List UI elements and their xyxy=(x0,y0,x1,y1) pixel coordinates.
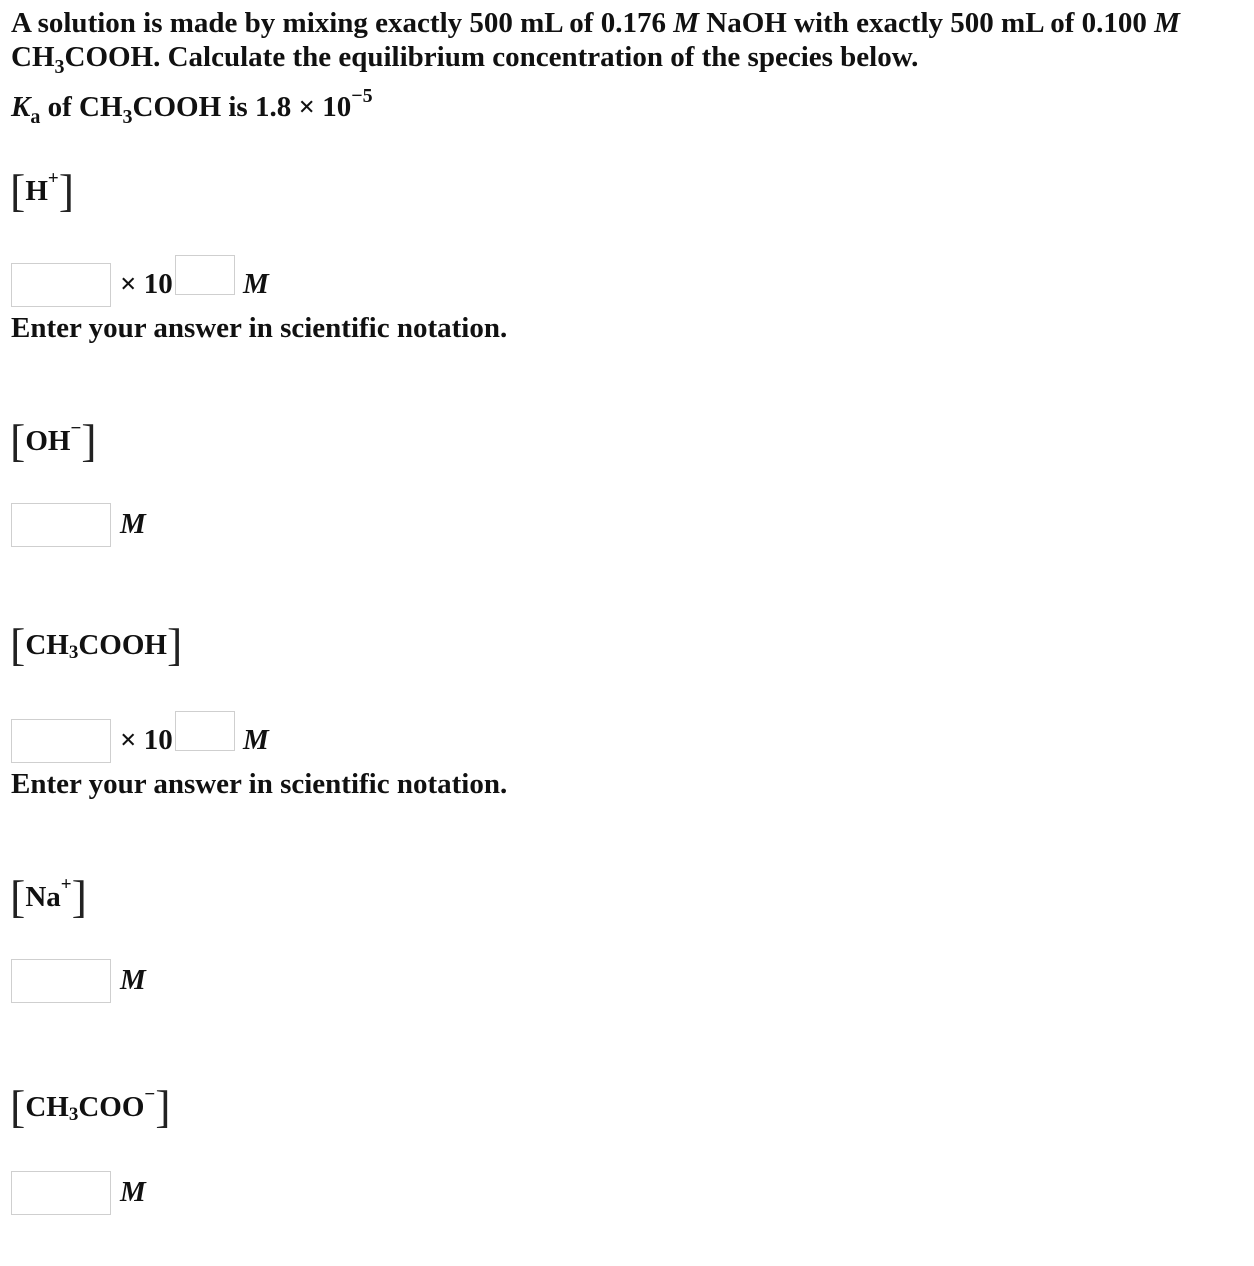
ka-statement xyxy=(11,85,373,128)
superscript: − xyxy=(144,1084,156,1105)
ch3cooh-coefficient-input[interactable] xyxy=(11,719,111,763)
left-bracket: [ xyxy=(10,619,26,670)
species-label-oh-minus xyxy=(10,415,97,466)
unit-label: M xyxy=(120,508,146,540)
subscript: 3 xyxy=(68,1104,79,1125)
species-text: CH xyxy=(25,628,69,661)
ch3coo-minus-input[interactable] xyxy=(11,1171,111,1215)
molarity-symbol: M xyxy=(673,7,699,39)
unit-label: M xyxy=(120,964,146,996)
question-line-1 xyxy=(11,6,1180,40)
unit-label: M xyxy=(243,724,269,756)
species-label-ch3coo-minus xyxy=(10,1081,171,1132)
species-text: Na xyxy=(25,880,61,913)
subscript: 3 xyxy=(122,106,133,128)
h-plus-exponent-input[interactable] xyxy=(175,255,235,295)
left-bracket: [ xyxy=(10,415,26,466)
question-text: COOH is 1.8 × 10 xyxy=(132,91,352,123)
species-text: COOH xyxy=(78,628,167,661)
oh-minus-input[interactable] xyxy=(11,503,111,547)
right-bracket: ] xyxy=(81,415,97,466)
scientific-notation-hint: Enter your answer in scientific notation. xyxy=(11,312,508,344)
superscript: + xyxy=(60,874,72,895)
times-ten-label: × 10 xyxy=(120,724,173,756)
unit-label: M xyxy=(120,1176,146,1208)
left-bracket: [ xyxy=(10,1081,26,1132)
subscript: 3 xyxy=(54,56,65,78)
molarity-symbol: M xyxy=(1154,7,1180,39)
unit-label: M xyxy=(243,268,269,300)
question-text: CH xyxy=(11,41,55,73)
superscript: + xyxy=(47,168,59,189)
question-text: COOH. Calculate the equilibrium concentration of the species below. xyxy=(64,41,919,73)
na-plus-input[interactable] xyxy=(11,959,111,1003)
question-text: of CH xyxy=(40,91,123,123)
question-text: NaOH with exactly 500 mL of 0.100 xyxy=(699,7,1155,39)
right-bracket: ] xyxy=(71,871,87,922)
species-text: H xyxy=(25,174,48,207)
right-bracket: ] xyxy=(166,619,183,670)
scientific-notation-hint: Enter your answer in scientific notation. xyxy=(11,768,508,800)
question-line-2 xyxy=(11,40,918,77)
right-bracket: ] xyxy=(155,1081,171,1132)
left-bracket: [ xyxy=(10,165,26,216)
species-text: OH xyxy=(25,424,71,457)
subscript: a xyxy=(30,106,41,128)
species-label-ch3cooh xyxy=(10,619,183,670)
superscript: − xyxy=(70,418,82,439)
times-ten-label: × 10 xyxy=(120,268,173,300)
superscript: −5 xyxy=(351,85,373,107)
subscript: 3 xyxy=(68,642,79,663)
question-text: A solution is made by mixing exactly 500 mL of 0.176 xyxy=(11,7,674,39)
ch3cooh-exponent-input[interactable] xyxy=(175,711,235,751)
species-label-h-plus xyxy=(10,165,75,216)
h-plus-coefficient-input[interactable] xyxy=(11,263,111,307)
species-text: CH xyxy=(25,1090,69,1123)
ka-symbol: K xyxy=(11,91,31,123)
species-text: COO xyxy=(78,1090,145,1123)
right-bracket: ] xyxy=(58,165,75,216)
species-label-na-plus xyxy=(10,871,87,922)
left-bracket: [ xyxy=(10,871,26,922)
